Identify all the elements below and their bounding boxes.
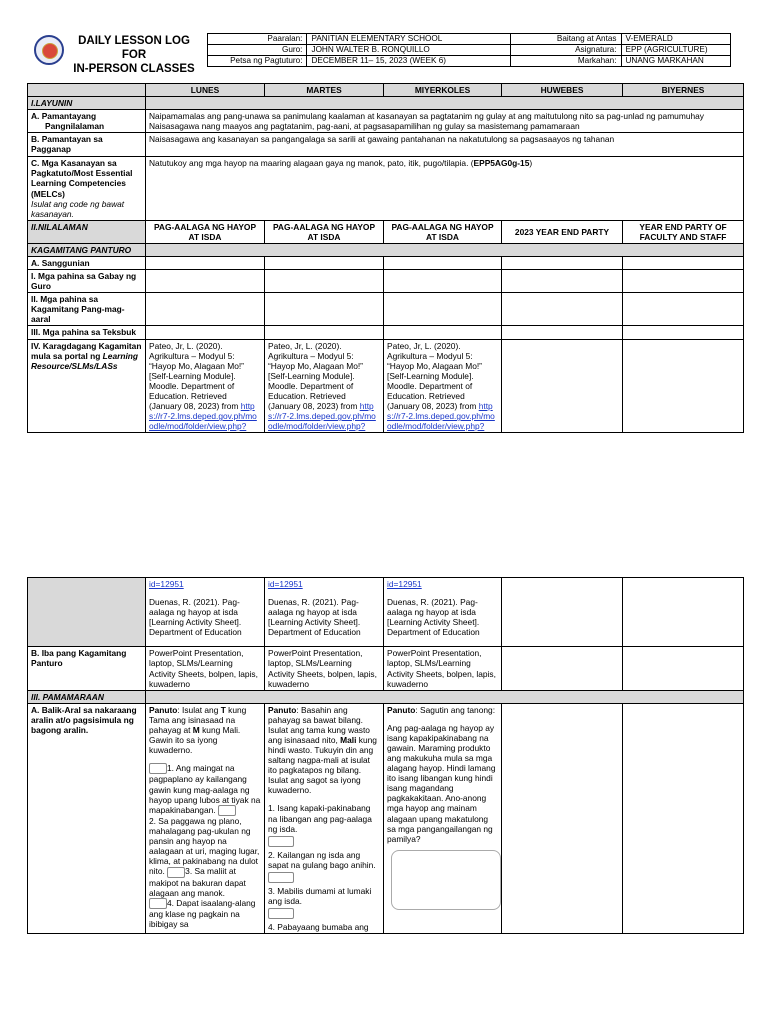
row-teksbuk (28, 326, 744, 339)
panuto-text: kung Tama ang isinasaad na pahayag at (149, 704, 247, 735)
empty-cell (502, 578, 623, 647)
days-header-row (28, 84, 744, 97)
lesson-log-table-continued (27, 577, 744, 934)
answer-box[interactable] (268, 836, 294, 847)
word-mali: Mali (340, 735, 357, 746)
row-iba-pang-kagamitan (28, 647, 744, 690)
section-row (28, 690, 744, 703)
item-text: 4. Pabayaang bumaba ang (268, 922, 369, 933)
row-label: B. Pamantayan sa Pagganap (28, 133, 146, 157)
row-label: B. Iba pang Kagamitang Panturo (28, 647, 146, 690)
row-label: A. Sanggunian (28, 257, 146, 270)
answer-box[interactable] (149, 898, 167, 909)
row-label: A. Balik-Aral sa nakaraang aralin at/o pagsisimula ng bagong aralin. (28, 703, 146, 933)
section-row (28, 243, 744, 256)
materials-cell: PowerPoint Presentation, laptop, SLMs/Learning Activity Sheets, bolpen, lapis, kuwaderno (265, 647, 384, 690)
row-karagdagan (28, 339, 744, 433)
empty-cell (502, 257, 623, 270)
section-nilalaman: II.NILALAMAN (28, 220, 146, 243)
reference-cell (146, 339, 265, 433)
row-text: Naipamamalas ang pang-unawa sa panimulang kaalaman at kasanayan sa pagtatanim ng gulay at ang maitutulong nito sa pag-unlad ng pamumuhay (149, 111, 704, 122)
row-label (28, 157, 146, 220)
day-header: HUWEBES (502, 84, 623, 97)
empty-cell (146, 293, 265, 326)
nilalaman-cell: YEAR END PARTY OF FACULTY AND STAFF (623, 220, 744, 243)
reference-cell (384, 578, 502, 647)
reference-link[interactable]: id=12951 (268, 579, 303, 589)
section-fill (146, 97, 744, 110)
panuto-label: Panuto (387, 704, 416, 715)
empty-cell (623, 647, 744, 690)
empty-cell (384, 257, 502, 270)
answer-box[interactable] (149, 763, 167, 774)
empty-cell (623, 270, 744, 293)
nilalaman-cell: PAG-AALAGA NG HAYOP AT ISDA (146, 220, 265, 243)
row-label-line: Pangnilalaman (45, 121, 105, 132)
reference-text: Pateo, Jr, L. (2020). Agrikultura – Modyul 5: “Hayop Mo, Alagaan Mo!” [Self-Learning Module]. Moodle. Department of Education. Retrieved (January 08, 2023) from (387, 340, 482, 412)
empty-cell (623, 326, 744, 339)
balik-martes (265, 703, 384, 933)
row-label: II. Mga pahina sa Kagamitang Pang-mag-aaral (28, 293, 146, 326)
info-table (207, 33, 731, 67)
day-header: LUNES (146, 84, 265, 97)
empty-cell (502, 270, 623, 293)
info-row (208, 45, 731, 56)
panuto-text: : Sagutin ang tanong: (415, 704, 496, 715)
empty-cell (384, 270, 502, 293)
section-row (28, 97, 744, 110)
row-pamantayang-pangnilalaman (28, 110, 744, 133)
row-karagdagan-continued (28, 578, 744, 647)
row-label-empty (28, 578, 146, 647)
reference-text: Duenas, R. (2021). Pag-aalaga ng hayop at isda [Learning Activity Sheet]. Department of Education (268, 597, 361, 638)
item-text: 1. Isang kapaki-pakinabang na libangan ang pag-aalaga ng isda. (268, 803, 372, 834)
row-content (146, 157, 744, 220)
materials-cell: PowerPoint Presentation, laptop, SLMs/Learning Activity Sheets, bolpen, lapis, kuwaderno (146, 647, 265, 690)
balik-miyerkoles (384, 703, 502, 933)
section-layunin: I.LAYUNIN (28, 97, 146, 110)
row-pamantayan-pagganap (28, 133, 744, 157)
answer-box[interactable] (268, 908, 294, 919)
empty-cell (146, 257, 265, 270)
section-kagamitan: KAGAMITANG PANTURO (28, 243, 146, 256)
materials-cell: PowerPoint Presentation, laptop, SLMs/Learning Activity Sheets, bolpen, lapis, kuwaderno (384, 647, 502, 690)
reference-link[interactable]: https://r7-2.lms.deped.gov.ph/moodle/mod/folder/view.php? (387, 401, 495, 432)
title-line-1: DAILY LESSON LOG FOR (78, 35, 190, 61)
empty-cell (502, 339, 623, 433)
item-text: 4. Dapat isaalang-alang ang klase ng pagkain na ibibigay sa (149, 897, 256, 930)
empty-cell (623, 293, 744, 326)
empty-cell (265, 257, 384, 270)
document-title (69, 35, 199, 76)
row-content (146, 110, 744, 133)
reference-text: Duenas, R. (2021). Pag-aalaga ng hayop at isda [Learning Activity Sheet]. Department of Education (387, 597, 480, 638)
document-header (27, 33, 731, 75)
melc-text: Natutukoy ang mga hayop na maaring alagaan gaya ng manok, pato, itik, pugo/tilapia. ( (149, 158, 474, 169)
item-text: 1. Ang maingat na pagpaplano ay kailangang gawin kung mag-aalaga ng hayop upang lubos at tiyak na mapakinabangan. (149, 763, 261, 815)
empty-cell (502, 703, 623, 933)
reference-cell (384, 339, 502, 433)
empty-cell (502, 647, 623, 690)
nilalaman-cell: PAG-AALAGA NG HAYOP AT ISDA (265, 220, 384, 243)
empty-cell (502, 326, 623, 339)
panuto-label: Panuto (149, 704, 178, 715)
nilalaman-cell: 2023 YEAR END PARTY (502, 220, 623, 243)
item-text: 3. Sa maliit at makipot na bakuran dapat alagaan ang manok. (149, 866, 246, 898)
day-header: MIYERKOLES (384, 84, 502, 97)
row-gabay (28, 270, 744, 293)
row-label-line: A. Pamantayang (31, 111, 97, 122)
row-balik-aral (28, 703, 744, 933)
reference-link[interactable]: id=12951 (387, 579, 422, 589)
empty-cell (265, 326, 384, 339)
empty-cell (623, 339, 744, 433)
letter-t: T (220, 704, 226, 715)
empty-cell (146, 270, 265, 293)
balik-lunes (146, 703, 265, 933)
panuto-text: : Isulat ang (177, 704, 221, 715)
field-label: Paaralan: (208, 34, 307, 45)
answer-box[interactable] (218, 805, 236, 816)
reference-cell (265, 578, 384, 647)
lesson-log-table (27, 83, 744, 433)
field-value: EPP (AGRICULTURE) (621, 45, 730, 56)
section-fill (146, 243, 744, 256)
row-label-italic: Learning Resource/SLMs/LASs (31, 350, 139, 371)
corner-cell (28, 84, 146, 97)
reference-link[interactable]: https://r7-2.lms.deped.gov.ph/moodle/mod/folder/view.php? (149, 401, 257, 432)
answer-area[interactable] (391, 850, 501, 910)
day-header: BIYERNES (623, 84, 744, 97)
row-kagamitang-pm (28, 293, 744, 326)
reference-cell (146, 578, 265, 647)
info-row (208, 56, 731, 67)
section-fill (146, 690, 744, 703)
row-label (28, 110, 146, 133)
reference-link[interactable]: https://r7-2.lms.deped.gov.ph/moodle/mod/folder/view.php? (268, 401, 376, 432)
reference-text: Pateo, Jr, L. (2020). Agrikultura – Modyul 5: “Hayop Mo, Alagaan Mo!” [Self-Learning Module]. Moodle. Department of Education. Retrieved (January 08, 2023) from (149, 340, 244, 412)
empty-cell (265, 293, 384, 326)
deped-seal-icon (34, 35, 64, 65)
field-value: DECEMBER 11– 15, 2023 (WEEK 6) (307, 56, 510, 67)
page-2 (0, 520, 768, 1024)
field-label: Petsa ng Pagtuturo: (208, 56, 307, 67)
info-row (208, 34, 731, 45)
reference-text: Pateo, Jr, L. (2020). Agrikultura – Modyul 5: “Hayop Mo, Alagaan Mo!” [Self-Learning Module]. Moodle. Department of Education. Retrieved (January 08, 2023) from (268, 340, 363, 412)
empty-cell (265, 270, 384, 293)
empty-cell (384, 326, 502, 339)
empty-cell (146, 326, 265, 339)
field-label: Markahan: (510, 56, 621, 67)
item-text: 3. Mabilis dumami at lumaki ang isda. (268, 885, 372, 906)
field-value: UNANG MARKAHAN (621, 56, 730, 67)
day-header: MARTES (265, 84, 384, 97)
letter-m: M (192, 724, 200, 735)
answer-box[interactable] (167, 867, 185, 878)
empty-cell (623, 257, 744, 270)
row-text: Naisasagawa nang maayos ang pagtatanim, pag-aani, at pagsasapamilihan ng gulay sa masistemang pamamaraan (149, 121, 580, 132)
row-content: Naisasagawa ang kasanayan sa pangangalaga sa sarili at gawaing pantahanan na nakatutulong sa pagsasaayos ng tahanan (146, 133, 744, 157)
row-label-text: IV. Karagdagang Kagamitan mula sa portal ng (31, 340, 142, 361)
melc-code: EPP5AG0g-15 (473, 158, 530, 169)
panuto-label: Panuto (268, 704, 297, 715)
reference-link[interactable]: id=12951 (149, 579, 184, 589)
title-line-2: IN-PERSON CLASSES (73, 62, 195, 75)
field-value: V-EMERALD (621, 34, 730, 45)
answer-box[interactable] (268, 872, 294, 883)
row-label (28, 339, 146, 433)
question-text: Ang pag-aalaga ng hayop ay isang kapakipakinabang na gawain. Maraming produkto ang makukuha mula sa mga alagang hayop. Hindi lamang ito isang libangan kung hindi isang magandang pagkakakitaan. Ano-anong mga hayop ang mainam alagaan upang makatulong sa mga pangangailangan ng pamilya? (387, 722, 496, 844)
panuto-text: : Basahin ang pahayag sa bawat bilang. Isulat ang tama kung wasto ang isinasaad nito, (268, 704, 370, 746)
field-label: Asignatura: (510, 45, 621, 56)
reference-cell (265, 339, 384, 433)
melc-close: ) (529, 158, 533, 169)
empty-cell (384, 293, 502, 326)
row-sanggunian (28, 257, 744, 270)
empty-cell (623, 703, 744, 933)
field-label: Baitang at Antas (510, 34, 621, 45)
panuto-text: kung Mali. Gawin ito sa iyong kuwaderno. (149, 724, 241, 756)
empty-cell (502, 293, 623, 326)
field-value: PANITIAN ELEMENTARY SCHOOL (307, 34, 510, 45)
empty-cell (623, 578, 744, 647)
field-label: Guro: (208, 45, 307, 56)
item-text: 2. Sa paggawa ng plano, mahalagang pag-ukulan ng pansin ang hayop na aalagaan at uri, maging lugar, klima, at pakinabang na dulot nito. (149, 815, 260, 877)
row-label: I. Mga pahina sa Gabay ng Guro (28, 270, 146, 293)
row-label: III. Mga pahina sa Teksbuk (28, 326, 146, 339)
panuto-text: kung hindi wasto. Tukuyin din ang saltang nagpa-mali at isulat ito pagkatapos ng bilang. Isulat ang sagot sa iyong kuwaderno. (268, 735, 377, 796)
row-nilalaman (28, 220, 744, 243)
row-label-text: C. Mga Kasanayan sa Pagkatuto/Most Essential Learning Competencies (MELCs) (31, 158, 133, 199)
nilalaman-cell: PAG-AALAGA NG HAYOP AT ISDA (384, 220, 502, 243)
section-pamamaraan: III. PAMAMARAAN (28, 690, 146, 703)
row-label-italic: Isulat ang code ng bawat kasanayan. (31, 198, 125, 219)
field-value: JOHN WALTER B. RONQUILLO (307, 45, 510, 56)
row-melc (28, 157, 744, 220)
item-text: 2. Kailangan ng isda ang sapat na gulang bago anihin. (268, 849, 376, 870)
reference-text: Duenas, R. (2021). Pag-aalaga ng hayop at isda [Learning Activity Sheet]. Department of Education (149, 597, 242, 638)
